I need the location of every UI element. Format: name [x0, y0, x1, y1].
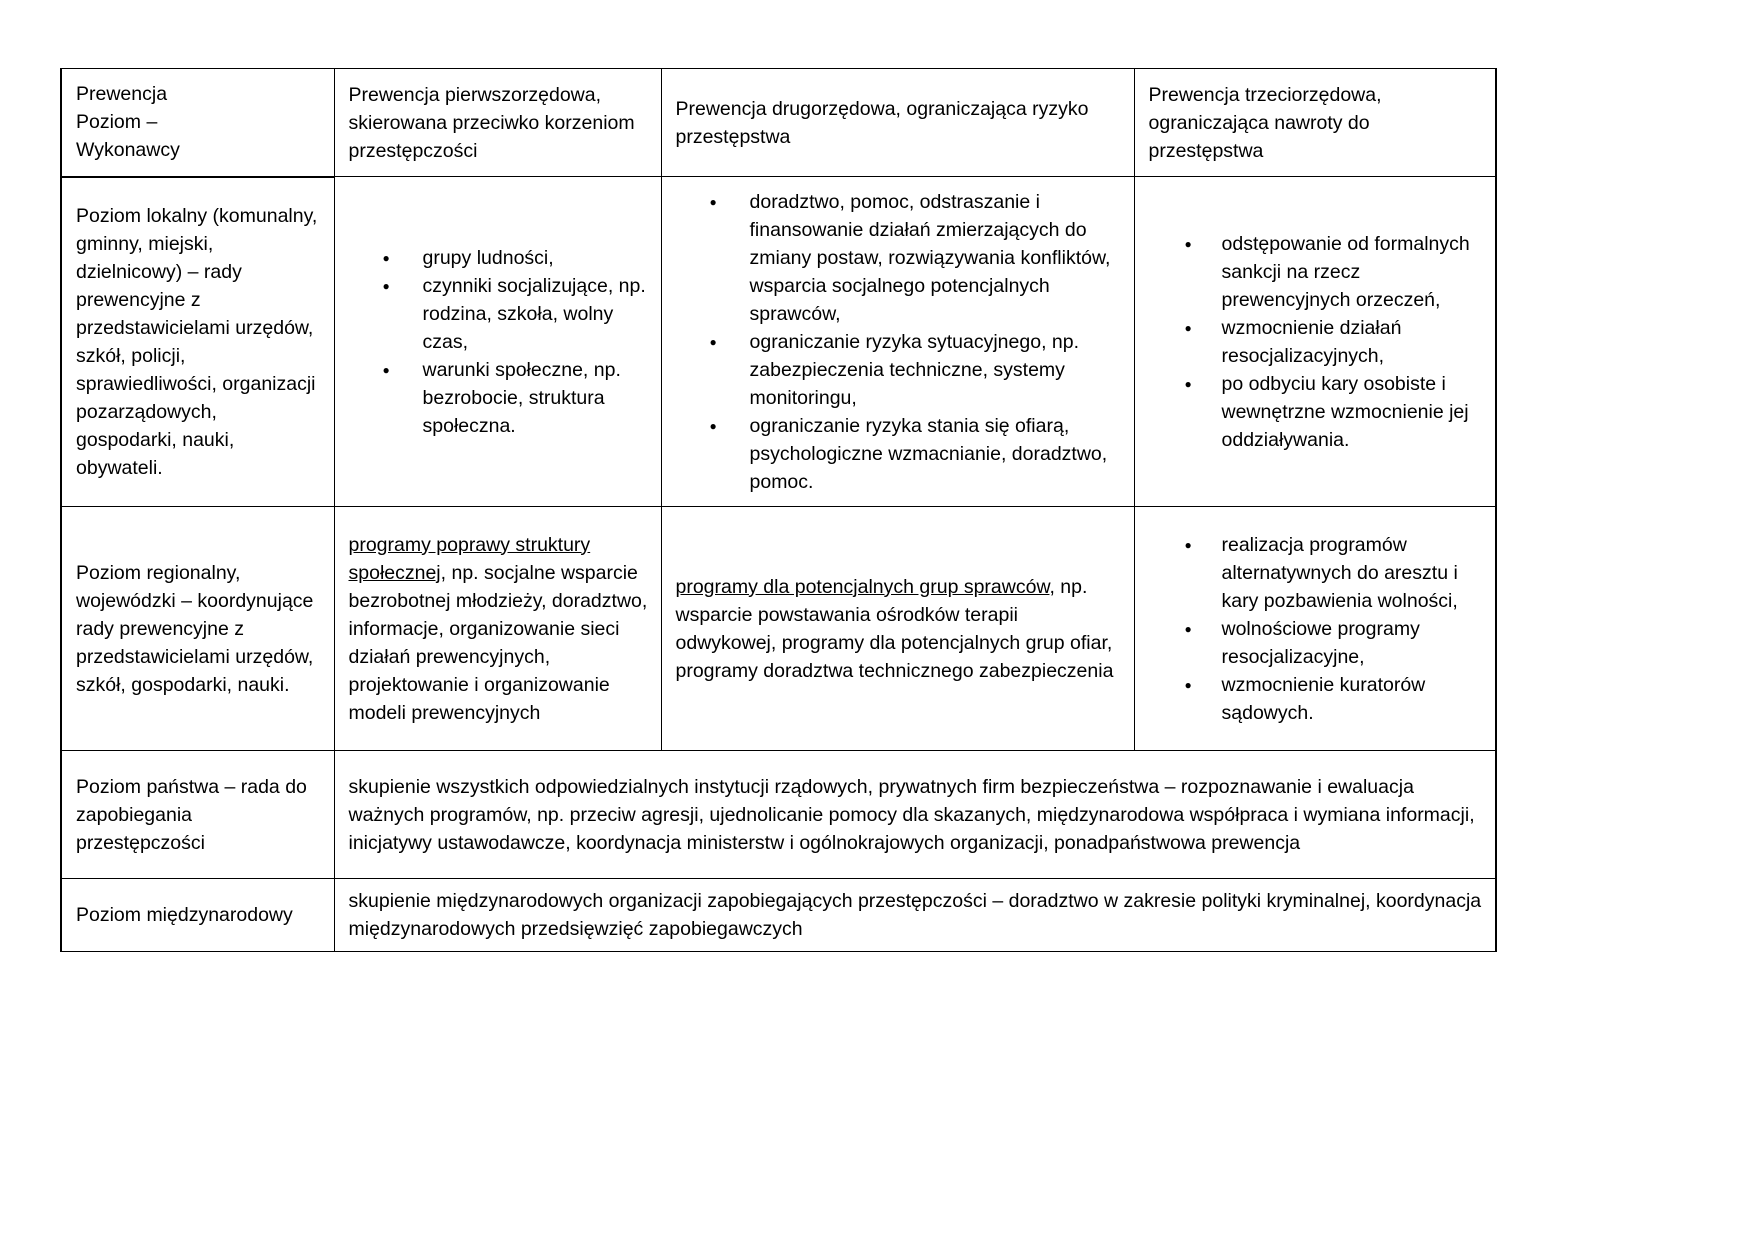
level-cell: Poziom międzynarodowy [61, 879, 334, 952]
header-cell-secondary: Prewencja drugorzędowa, ograniczająca ryzyko przestępstwa [661, 69, 1134, 177]
content-cell: skupienie wszystkich odpowiedzialnych instytucji rządowych, prywatnych firm bezpieczeństwa – rozpoznawanie i ewaluacja ważnych programów, np. przeciw agresji, ujednolicanie pomocy dla skazanych, międzynarodowa współpraca i wymiana informacji, inicjatywy ustawodawcze, koordynacja ministerstw i ogólnokrajowych organizacji, ponadpaństwowa prewencja [334, 751, 1496, 879]
table-row-international [61, 879, 1496, 952]
level-cell: Poziom regionalny, wojewódzki – koordynujące rady prewencyjne z przedstawicielami urzędów, szkół, gospodarki, nauki. [61, 507, 334, 751]
list-item: ● wzmocnienie działań resocjalizacyjnych, [1149, 314, 1483, 370]
header-line: Wykonawcy [76, 139, 180, 162]
header-cell-levels [61, 69, 334, 177]
list-item: ● realizacja programów alternatywnych do aresztu i kary pozbawienia wolności, [1149, 531, 1483, 615]
list-item: ● doradztwo, pomoc, odstraszanie i finansowanie działań zmierzających do zmiany postaw, rozwiązywania konfliktów, wsparcia socjalnego potencjalnych sprawców, [676, 188, 1121, 328]
table-row-regional [61, 507, 1496, 751]
header-cell-primary: Prewencja pierwszorzędowa, skierowana przeciwko korzeniom przestępczości [334, 69, 661, 177]
bullet-list [676, 188, 1121, 496]
underlined-heading: programy poprawy struktury społecznej [348, 533, 591, 584]
primary-cell [334, 507, 661, 751]
list-item: ● warunki społeczne, np. bezrobocie, struktura społeczna. [349, 356, 648, 440]
list-item: ● wzmocnienie kuratorów sądowych. [1149, 671, 1483, 727]
header-row [61, 69, 1496, 177]
tertiary-cell [1134, 507, 1496, 751]
bullet-list [349, 244, 648, 440]
list-item: ● odstępowanie od formalnych sankcji na rzecz prewencyjnych orzeczeń, [1149, 230, 1483, 314]
list-item: ● czynniki socjalizujące, np. rodzina, szkoła, wolny czas, [349, 272, 648, 356]
secondary-cell [661, 177, 1134, 507]
secondary-cell [661, 507, 1134, 751]
table-row-local [61, 177, 1496, 507]
cell-text: , np. wsparcie powstawania ośrodków terapii odwykowej, programy dla potencjalnych grup ofiar, programy doradztwa technicznego zabezpieczenia [675, 575, 1114, 682]
content-cell: skupienie międzynarodowych organizacji zapobiegających przestępczości – doradztwo w zakresie polityki kryminalnej, koordynacja międzynarodowych przedsięwzięć zapobiegawczych [334, 879, 1496, 952]
header-cell-tertiary: Prewencja trzeciorzędowa, ograniczająca nawroty do przestępstwa [1134, 69, 1496, 177]
level-cell: Poziom państwa – rada do zapobiegania przestępczości [61, 751, 334, 879]
tertiary-cell [1134, 177, 1496, 507]
list-item: ● ograniczanie ryzyka stania się ofiarą, psychologiczne wzmacnianie, doradztwo, pomoc. [676, 412, 1121, 496]
list-item: ● ograniczanie ryzyka sytuacyjnego, np. zabezpieczenia techniczne, systemy monitoringu, [676, 328, 1121, 412]
list-item: ● po odbyciu kary osobiste i wewnętrzne wzmocnienie jej oddziaływania. [1149, 370, 1483, 454]
header-line: Prewencja [76, 83, 168, 106]
prevention-table [60, 68, 1497, 952]
primary-cell [334, 177, 661, 507]
bullet-list [1149, 230, 1483, 454]
table-row-state [61, 751, 1496, 879]
bullet-list [1149, 531, 1483, 727]
list-item: ● grupy ludności, [349, 244, 648, 272]
level-cell: Poziom lokalny (komunalny, gminny, miejski, dzielnicowy) – rady prewencyjne z przedstawicielami urzędów, szkół, policji, sprawiedliwości, organizacji pozarządowych, gospodarki, nauki, obywateli. [61, 177, 334, 507]
header-line: Poziom – [76, 111, 158, 134]
underlined-heading: programy dla potencjalnych grup sprawców [675, 575, 1050, 598]
list-item: ● wolnościowe programy resocjalizacyjne, [1149, 615, 1483, 671]
cell-text: , np. socjalne wsparcie bezrobotnej młodzieży, doradztwo, informacje, organizowanie sieci działań prewencyjnych, projektowanie i organizowanie modeli prewencyjnych [348, 561, 648, 724]
